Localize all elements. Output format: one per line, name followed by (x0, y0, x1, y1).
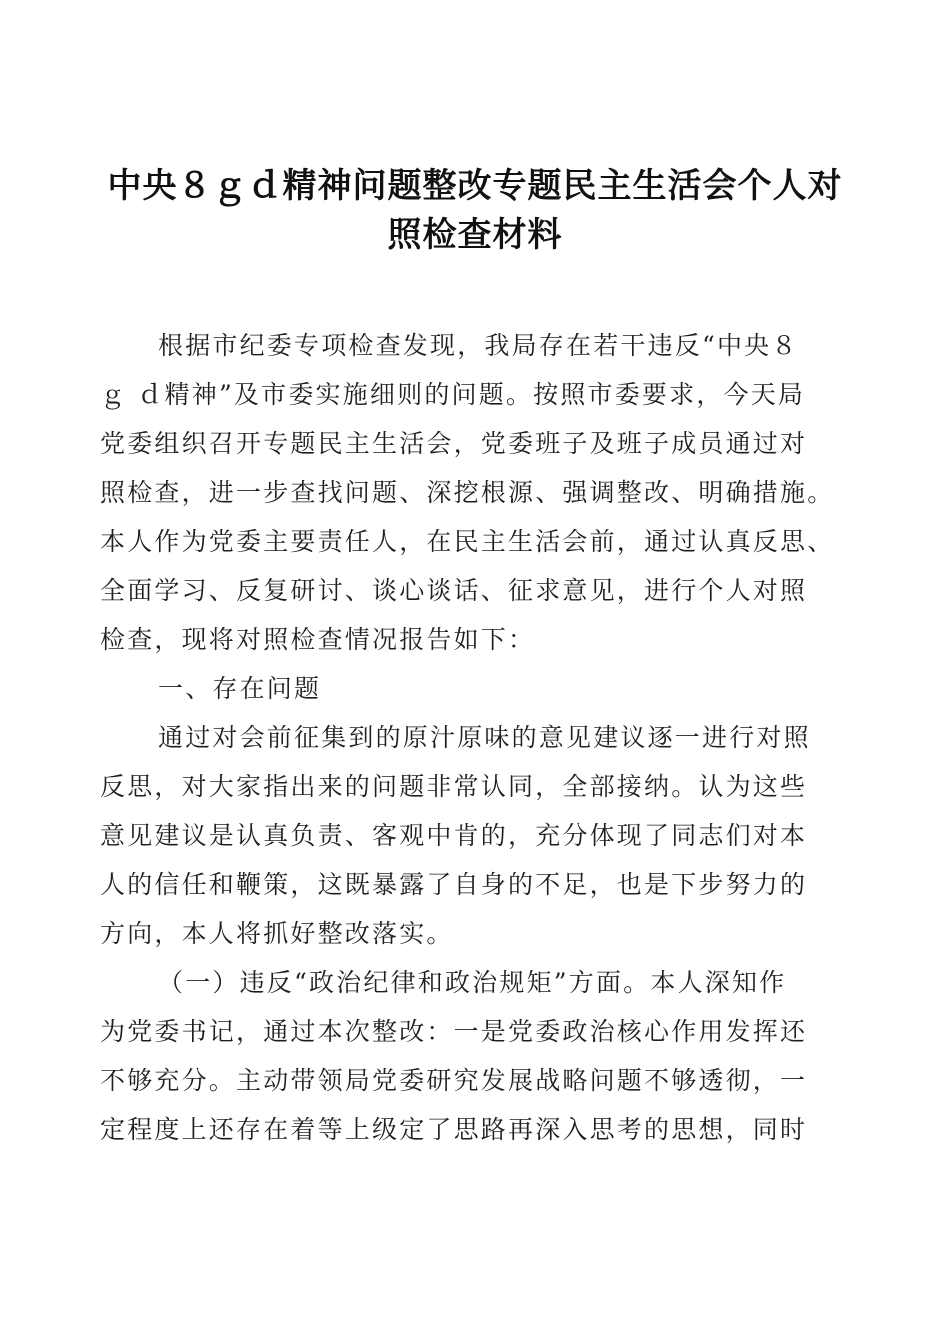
paragraph-2-line-1: 通过对会前征集到的原汁原味的意见建议逐一进行对照 (158, 723, 811, 752)
paragraph-1-line-2: ｇ ｄ精神”及市委实施细则的问题。按照市委要求，今天局 (100, 380, 806, 409)
paragraph-3-line-4: 定程度上还存在着等上级定了思路再深入思考的思想，同时 (100, 1115, 808, 1144)
paragraph-1-line-6: 全面学习、反复研讨、谈心谈话、征求意见，进行个人对照 (100, 576, 808, 605)
paragraph-3-line-1: （一）违反“政治纪律和政治规矩”方面。本人深知作 (158, 968, 787, 997)
paragraph-3-line-3: 不够充分。主动带领局党委研究发展战略问题不够透彻，一 (100, 1066, 808, 1095)
document-body (100, 321, 852, 1154)
paragraph-1-line-4: 照检查，进一步查找问题、深挖根源、强调整改、明确措施。 (100, 478, 835, 507)
paragraph-3-line-2: 为党委书记，通过本次整改：一是党委政治核心作用发挥还 (100, 1017, 808, 1046)
paragraph-2-line-2: 反思，对大家指出来的问题非常认同，全部接纳。认为这些 (100, 772, 808, 801)
section-heading: 一、存在问题 (158, 674, 322, 703)
paragraph-1-line-5: 本人作为党委主要责任人，在民主生活会前，通过认真反思、 (100, 527, 835, 556)
title-line-2: 照检查材料 (387, 215, 563, 255)
paragraph-1-line-7: 检查，现将对照检查情况报告如下： (100, 625, 536, 654)
paragraph-2-line-4: 人的信任和鞭策，这既暴露了自身的不足，也是下步努力的 (100, 870, 808, 899)
paragraph-1-line-1: 根据市纪委专项检查发现，我局存在若干违反“中央８ (158, 331, 799, 360)
document-title (95, 162, 855, 260)
paragraph-1-line-3: 党委组织召开专题民主生活会，党委班子及班子成员通过对 (100, 429, 808, 458)
paragraph-2-line-5: 方向，本人将抓好整改落实。 (100, 919, 454, 948)
paragraph-2-line-3: 意见建议是认真负责、客观中肯的，充分体现了同志们对本 (100, 821, 808, 850)
title-line-1: 中央８ｇｄ精神问题整改专题民主生活会个人对 (107, 166, 843, 206)
